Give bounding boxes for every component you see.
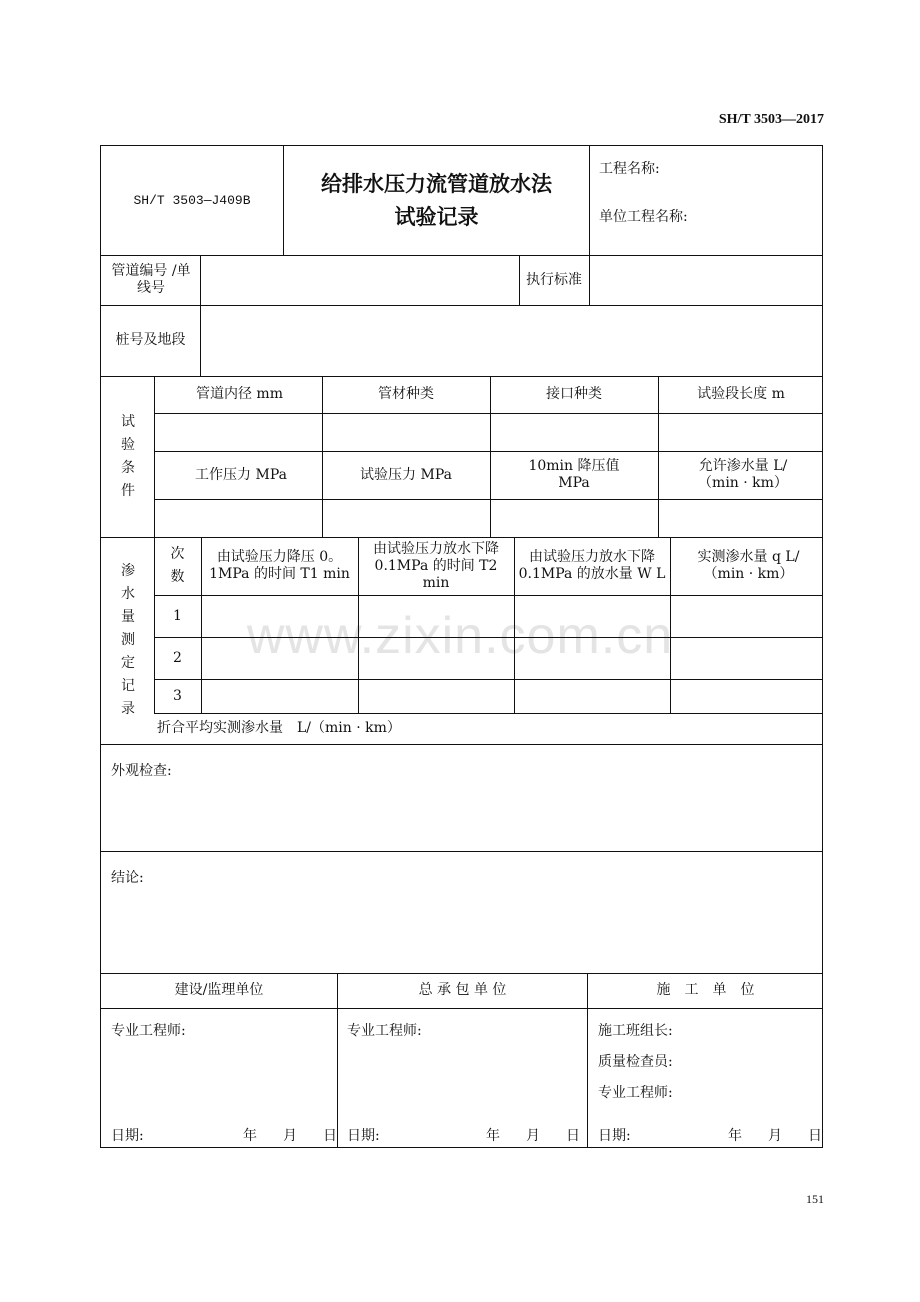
standard-label: 执行标准 xyxy=(526,271,582,288)
average-seepage-label: 折合平均实测渗水量 L/（min · km） xyxy=(157,720,401,736)
sig-quality-inspector-label: 质量检查员: xyxy=(598,1054,673,1070)
form-table xyxy=(100,145,823,1148)
row-number: 1 xyxy=(173,607,182,624)
inner-diameter-header: 管道内径 mm xyxy=(195,386,283,402)
row-number: 2 xyxy=(173,649,182,666)
seepage-section-label: 渗水量测定记录 xyxy=(121,563,135,717)
working-pressure-header: 工作压力 MPa xyxy=(195,466,287,483)
water-volume-header: 由试验压力放水下降 0.1MPa 的放水量 W L xyxy=(518,549,666,582)
pipe-material-header: 管材种类 xyxy=(378,386,434,402)
sig-engineer-label: 专业工程师: xyxy=(598,1085,673,1101)
general-contractor-header: 总 承 包 单 位 xyxy=(418,982,507,998)
time-t2-header: 由试验压力放水下降 0.1MPa 的时间 T2 min xyxy=(373,540,499,591)
time-t1-header: 由试验压力降压 0。1MPa 的时间 T1 min xyxy=(209,549,350,582)
allowed-seepage-header: 允许渗水量 L/（min · km） xyxy=(698,458,788,491)
form-title xyxy=(284,166,589,236)
station-label: 桩号及地段 xyxy=(115,332,186,348)
unit-project-label: 单位工程名称: xyxy=(599,209,688,225)
joint-type-header: 接口种类 xyxy=(546,386,602,402)
conclusion-label: 结论: xyxy=(111,870,144,886)
test-pressure-header: 试验压力 MPa xyxy=(360,466,452,483)
section-length-header: 试验段长度 m xyxy=(697,386,785,402)
sig-engineer-label: 专业工程师: xyxy=(347,1023,422,1039)
watermark: www.zixin.com.cn xyxy=(246,607,674,665)
date-row: 日期: 年 月 日 xyxy=(111,1128,337,1144)
pipe-no-label: 管道编号 /单线号 xyxy=(111,263,191,296)
sig-engineer-label: 专业工程师: xyxy=(111,1023,186,1039)
standard-code: SH/T 3503—2017 xyxy=(718,112,824,127)
page-number: 151 xyxy=(806,1192,824,1206)
count-header: 次数 xyxy=(170,546,185,585)
form-title-line1: 给排水压力流管道放水法 xyxy=(321,172,552,196)
measured-seepage-header: 实测渗水量 q L/（min · km） xyxy=(697,549,800,582)
project-name-label: 工程名称: xyxy=(599,161,660,177)
pressure-drop-header: 10min 降压值 MPa xyxy=(528,458,620,491)
row-number: 3 xyxy=(173,687,182,704)
owner-supervisor-header: 建设/监理单位 xyxy=(174,982,264,998)
form-code: SH/T 3503—J409B xyxy=(133,193,251,208)
date-row: 日期: 年 月 日 xyxy=(598,1128,822,1144)
form-title-line2: 试验记录 xyxy=(394,205,479,229)
date-row: 日期: 年 月 日 xyxy=(347,1128,580,1144)
conditions-section-label: 试验条件 xyxy=(121,413,135,499)
construction-unit-header: 施 工 单 位 xyxy=(656,982,755,998)
sig-team-leader-label: 施工班组长: xyxy=(598,1023,673,1039)
appearance-label: 外观检查: xyxy=(111,763,172,779)
